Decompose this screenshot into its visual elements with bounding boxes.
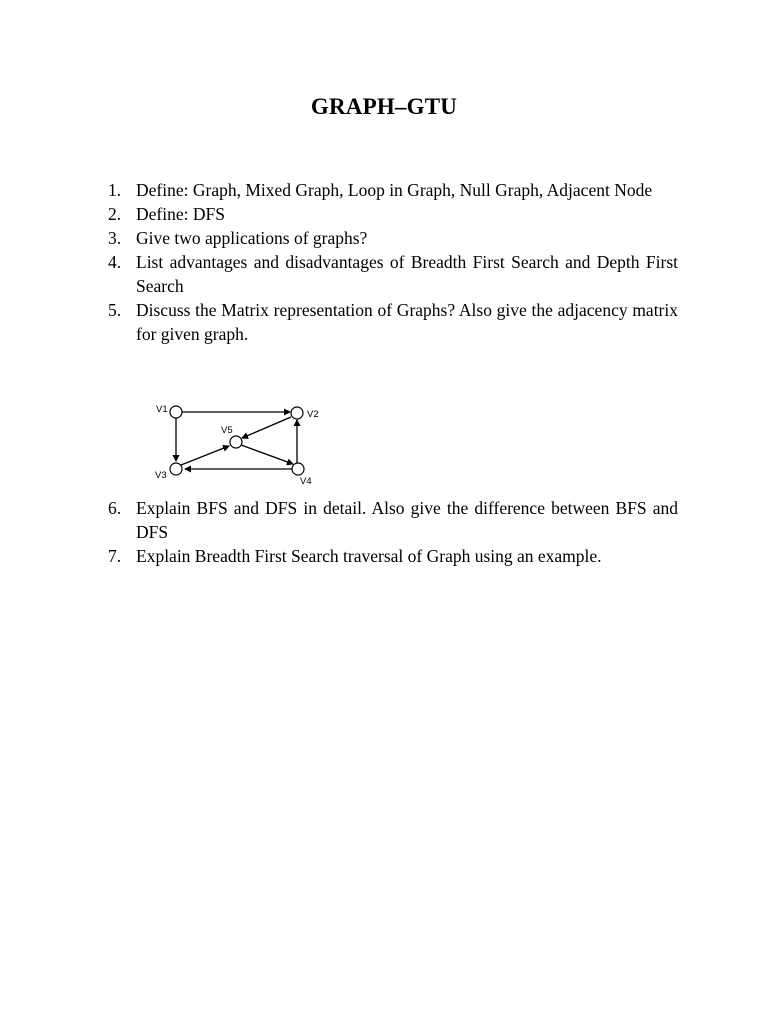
question-text: Give two applications of graphs? [136, 228, 368, 248]
page-title: GRAPH–GTU [310, 94, 458, 119]
question-list-continued [108, 496, 678, 568]
vertex-label-v3: V3 [155, 470, 167, 481]
question-number: 1. [108, 180, 122, 200]
vertex-label-v2: V2 [307, 409, 319, 420]
vertex-label-v1: V1 [156, 404, 168, 415]
question-text: Discuss the Matrix representation of Graphs? Also give the adjacency matrix for given graph. [136, 300, 678, 344]
vertex-v2 [291, 407, 303, 419]
question-number: 3. [108, 228, 122, 248]
question-text: Define: DFS [136, 204, 225, 224]
vertex-v1 [170, 406, 182, 418]
edge-v2-v5 [242, 417, 291, 438]
question-number: 5. [108, 300, 122, 320]
question-item [108, 298, 678, 346]
vertex-label-v4: V4 [300, 476, 312, 487]
question-item [108, 202, 678, 226]
question-text: List advantages and disadvantages of Breadth First Search and Depth First Search [136, 252, 678, 296]
question-number: 4. [108, 252, 122, 272]
question-number: 7. [108, 546, 122, 566]
vertex-label-v5: V5 [221, 425, 233, 436]
question-item [108, 226, 678, 250]
question-item [108, 496, 678, 544]
question-number: 2. [108, 204, 122, 224]
edge-v3-v5 [181, 446, 229, 465]
question-item [108, 250, 678, 298]
question-number: 6. [108, 498, 122, 518]
vertex-v5 [230, 436, 242, 448]
question-text: Explain Breadth First Search traversal of Graph using an example. [136, 546, 602, 566]
vertex-v4 [292, 463, 304, 475]
question-item [108, 178, 678, 202]
question-text: Explain BFS and DFS in detail. Also give the difference between BFS and DFS [136, 498, 678, 542]
question-text: Define: Graph, Mixed Graph, Loop in Graph, Null Graph, Adjacent Node [136, 180, 653, 200]
question-list [108, 178, 678, 346]
vertex-v3 [170, 463, 182, 475]
edge-v5-v4 [241, 445, 293, 464]
question-item [108, 544, 678, 568]
graph-diagram [150, 398, 340, 490]
